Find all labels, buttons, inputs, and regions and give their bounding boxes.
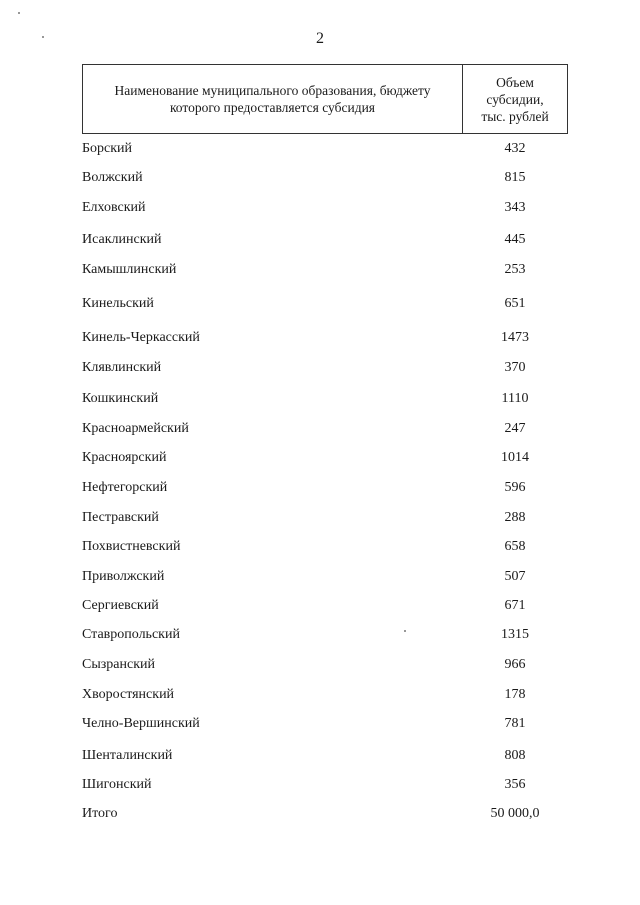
row-value: 288 [504,510,526,525]
row-value: 596 [504,480,526,495]
scan-speck [18,12,20,14]
table-row [82,625,568,645]
row-value: 966 [504,657,526,672]
row-value: 253 [504,262,526,277]
row-value: 445 [504,232,526,247]
row-name: Хворостянский [82,687,175,702]
row-value: 1110 [501,391,529,406]
row-value: 370 [504,360,526,375]
table-row [82,448,568,468]
scan-speck [42,36,44,38]
row-name: Челно-Вершинский [82,716,200,731]
scan-speck [404,630,406,632]
table-row [82,139,568,159]
row-name: Борский [82,141,133,156]
row-value: 815 [504,170,526,185]
row-name: Кинельский [82,296,154,311]
row-name: Клявлинский [82,360,162,375]
table-row [82,685,568,705]
row-name: Пестравский [82,510,159,525]
row-value: 651 [504,296,526,311]
header-name-line-1: Наименование муниципального образования, бюджету [114,83,431,98]
row-value: 507 [504,569,526,584]
header-value-line-3: тыс. рублей [481,108,549,124]
row-value: 808 [504,748,526,763]
row-value: 1315 [501,627,529,642]
row-name: Кинель-Черкасский [82,330,200,345]
row-value: 432 [504,141,526,156]
row-name: Камышлинский [82,262,177,277]
table-row [82,775,568,795]
row-value: 671 [504,598,526,613]
page-number: 2 [316,30,324,47]
header-name-column [83,65,463,133]
header-value-column [463,65,567,133]
row-value: 781 [504,716,526,731]
table-row [82,419,568,439]
row-value: 356 [504,777,526,792]
table-header [82,64,568,134]
table-row [82,655,568,675]
row-value: 658 [504,539,526,554]
table-row [82,714,568,734]
row-value: 178 [504,687,526,702]
table-row [82,508,568,528]
table-row [82,746,568,766]
row-name: Шенталинский [82,748,173,763]
row-name: Волжский [82,170,143,185]
row-name: Красноярский [82,450,167,465]
header-name-line-2: которого предоставляется субсидия [169,100,376,115]
header-value-line-1: Объем [496,74,534,90]
row-name: Сызранский [82,657,155,672]
table-row [82,294,568,314]
total-row [82,804,568,824]
table-row [82,389,568,409]
header-value-line-2: субсидии, [486,91,544,107]
table-row [82,230,568,250]
row-name: Шигонский [82,777,152,792]
table-row [82,168,568,188]
row-name: Исаклинский [82,232,162,247]
row-name: Нефтегорский [82,480,168,495]
table-row [82,478,568,498]
row-name: Красноармейский [82,421,189,436]
row-name: Ставропольский [82,627,180,642]
row-name: Приволжский [82,569,165,584]
table-row [82,198,568,218]
total-value: 50 000,0 [490,806,540,821]
table-row [82,260,568,280]
row-name: Елховский [82,200,146,215]
row-name: Кошкинский [82,391,159,406]
table-row [82,328,568,348]
row-name: Сергиевский [82,598,159,613]
row-value: 343 [504,200,526,215]
row-value: 1473 [501,330,529,345]
row-value: 247 [504,421,526,436]
total-label: Итого [82,806,118,821]
table-row [82,567,568,587]
row-value: 1014 [501,450,529,465]
table-row [82,358,568,378]
table-row [82,537,568,557]
table-row [82,596,568,616]
row-name: Похвистневский [82,539,181,554]
